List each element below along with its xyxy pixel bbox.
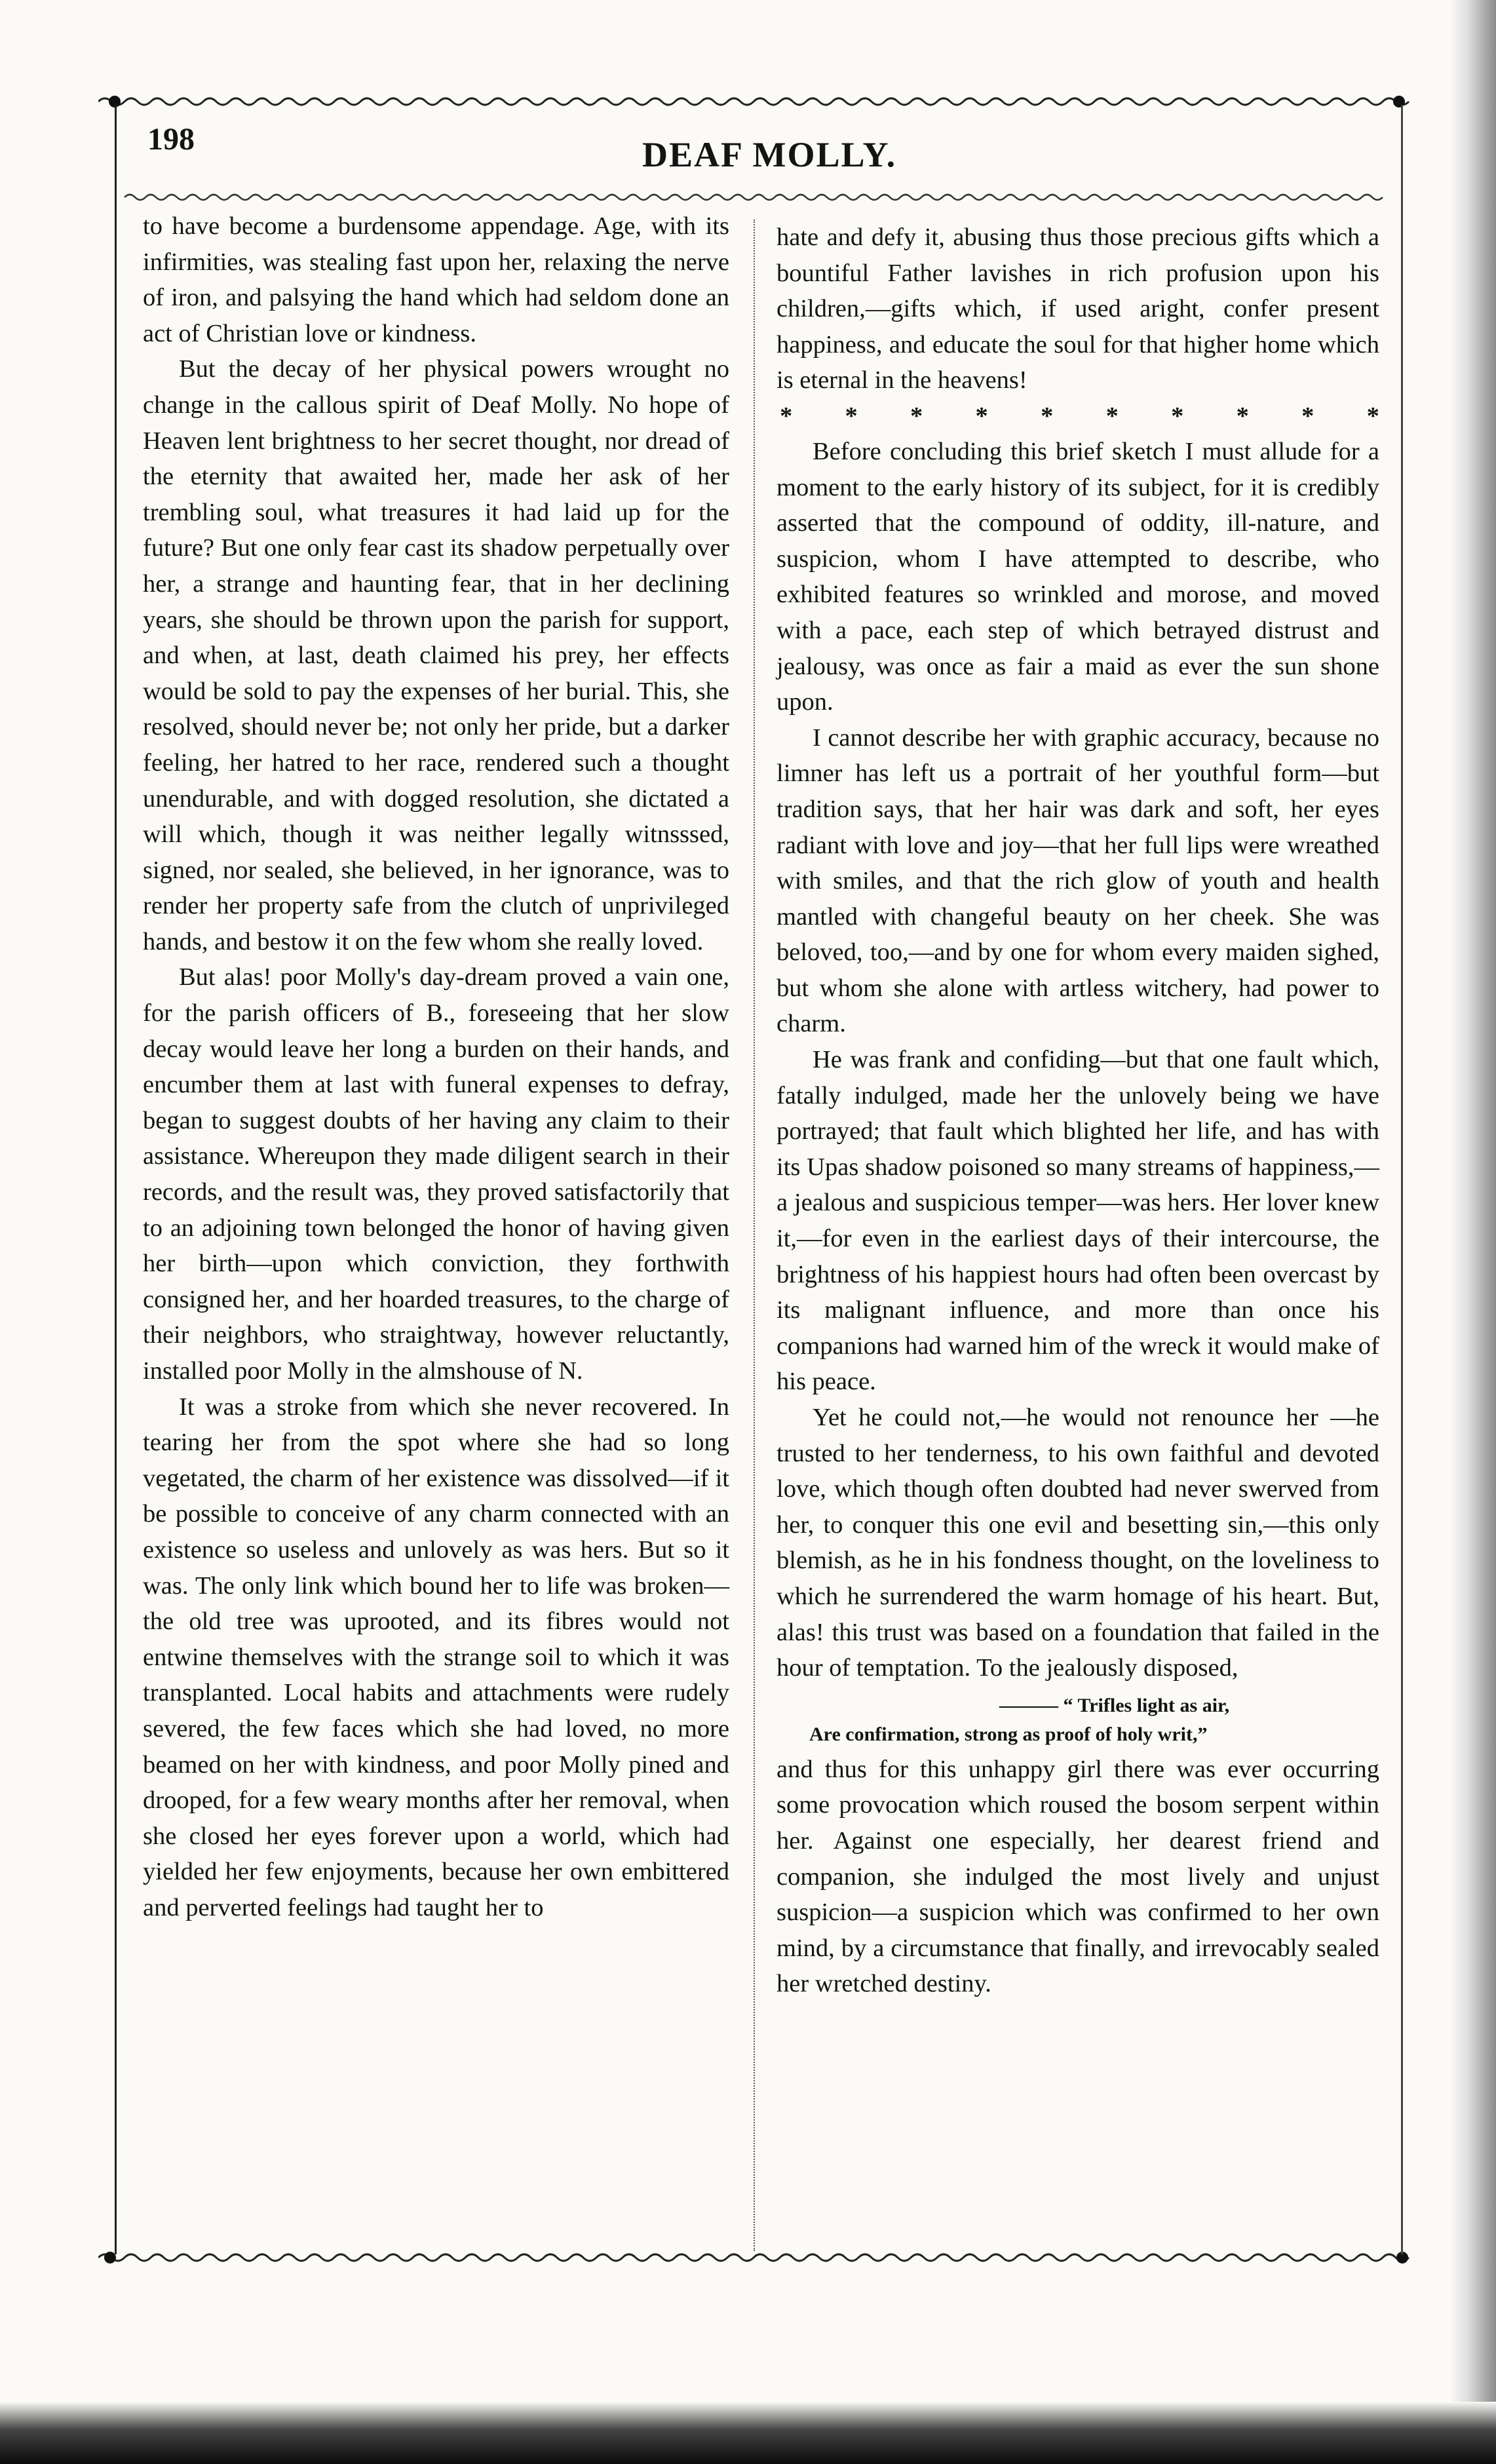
left-paragraph-4: It was a stroke from which she never recovered. In tearing her from the spot where she had so long vegetated, the charm of her existence was dissolved—if it be possible to conceive of any charm connected with an existence so useless and unlovely as was hers. But so it was. The only link which bound her to life was broken—the old tree was uprooted, and its fibres would not entwine themselves with the strange soil to which it was transplanted. Local habits and attachments were rudely severed, the few faces which she had loved, no more beamed on her with kindness, and poor Molly pined and drooped, for a few weary months after her removal, when she closed her eyes forever upon a world, which had yielded her few enjoyments, because her own embittered and perverted feelings had taught her to xyxy=(143,1393,729,1921)
scan-edge-right xyxy=(1450,0,1496,2464)
right-paragraph-4: Yet he could not,—he would not renounce her —he trusted to her tenderness, to his own faithful and devoted love, which though often doubted had never swerved from her, to conquer this one evil and besetting sin,—this only blemish, as he in his fondness thought, on the loveliness to which he surrendered the warm homage of his heart. But, alas! this trust was based on a foundation that failed in the hour of temptation. To the jealously disposed, xyxy=(777,1404,1379,1682)
top-wavy-rule xyxy=(98,92,1415,111)
section-break-stars xyxy=(777,398,1379,434)
right-paragraph-3: He was frank and confiding—but that one fault which, fatally indulged, made her the unlovely being we have portrayed; that fault which blighted her life, and has with its Upas shadow poisoned so many streams of happiness,—a jealous and suspicious temper—was hers. Her lover knew it,—for even in the earliest days of their intercourse, the brightness of his happiest hours had often been overcast by its malignant influence, and more than once his companions had warned him of the wreck it would make of his peace. xyxy=(777,1046,1379,1396)
right-closing-paragraph: and thus for this unhappy girl there was ever occurring some provocation which roused the bosom serpent within her. Against one especially, her dearest friend and companion, she indulged the most lively and unjust suspicion—a suspicion which was confirmed to her own mind, by a circumstance that finally, and irrevocably sealed her wretched destiny. xyxy=(777,1755,1379,1998)
column-divider xyxy=(754,220,755,2251)
page-number: 198 xyxy=(147,122,195,157)
right-paragraph-2: I cannot describe her with graphic accuracy, because no limner has left us a portrait of her youthful form—but tradition says, that her hair was dark and soft, her eyes radiant with love and joy—that her full lips were wreathed with smiles, and that the rich glow of youth and health mantled with changeful beauty on her cheek. She was beloved, too,—and by one for whom every maiden sighed, but whom she alone with artless witchery, had power to charm. xyxy=(777,723,1379,1038)
frame-right-border xyxy=(1401,105,1403,2254)
left-column xyxy=(143,208,729,1926)
star: * xyxy=(1366,402,1379,430)
star: * xyxy=(1236,402,1249,430)
header-wavy-rule xyxy=(98,190,1415,204)
star: * xyxy=(1041,402,1054,430)
right-paragraph-1: Before concluding this brief sketch I must allude for a moment to the early history of its subject, for it is credibly asserted that the compound of oddity, ill-nature, and suspicion, whom I have attempted to describe, who exhibited features so wrinkled and morose, and moved with a pace, each step of which betrayed distrust and jealousy, was once as fair a maid as ever the sun shone upon. xyxy=(777,437,1379,716)
frame-left-border xyxy=(115,105,117,2254)
left-paragraph-2: But the decay of her physical powers wrought no change in the callous spirit of Deaf Molly. No hope of Heaven lent brightness to her secret thought, nor dread of the eternity that awaited her, made her ask of her trembling soul, what treasures it had laid up for the future? But one only fear cast its shadow perpetually over her, a strange and haunting fear, that in her declining years, she should be thrown upon the parish for support, and when, at last, death claimed his prey, her effects would be sold to pay the expenses of her burial. This, she resolved, should never be; not only her pride, but a darker feeling, her hatred to her race, rendered such a thought unendurable, and with dogged resolution, she dictated a will which, though it was neither legally witnsssed, signed, nor sealed, she believed, in her ignorance, was to render her property safe from the clutch of unprivileged hands, and bestow it on the few whom she really loved. xyxy=(143,355,729,955)
star: * xyxy=(845,402,858,430)
quote-line-1: ——— “ Trifles light as air, xyxy=(999,1694,1230,1716)
star: * xyxy=(975,402,988,430)
left-paragraph-1: to have become a burdensome appendage. Age, with its infirmities, was stealing fast upon her, relaxing the nerve of iron, and palsying the hand which had seldom done an act of Christian love or kindness. xyxy=(143,212,729,347)
bottom-wavy-rule xyxy=(98,2248,1415,2267)
scan-edge-bottom xyxy=(0,2402,1496,2464)
star: * xyxy=(910,402,923,430)
right-column xyxy=(777,220,1379,2002)
quote-line-2: Are confirmation, strong as proof of holy writ,” xyxy=(809,1723,1208,1745)
verse-quotation xyxy=(777,1691,1379,1749)
star: * xyxy=(1105,402,1119,430)
running-title: DEAF MOLLY. xyxy=(642,135,897,174)
star: * xyxy=(780,402,793,430)
star: * xyxy=(1171,402,1184,430)
left-paragraph-3: But alas! poor Molly's day-dream proved a vain one, for the parish officers of B., foreseeing that her slow decay would leave her long a burden on their hands, and encumber them at last with funeral expenses to defray, began to suggest doubts of her having any claim to their assistance. Whereupon they made diligent search in their records, and the result was, they proved satisfactorily that to an adjoining town belonged the honor of having given her birth—upon which conviction, they forthwith consigned her, and her hoarded treasures, to the charge of their neighbors, who straightway, however reluctantly, installed poor Molly in the almshouse of N. xyxy=(143,963,729,1385)
star: * xyxy=(1301,402,1314,430)
right-opening-paragraph: hate and defy it, abusing thus those precious gifts which a bountiful Father lavishes in rich profusion upon his children,—gifts which, if used aright, confer present happiness, and educate the soul for that higher home which is eternal in the heavens! xyxy=(777,223,1379,395)
